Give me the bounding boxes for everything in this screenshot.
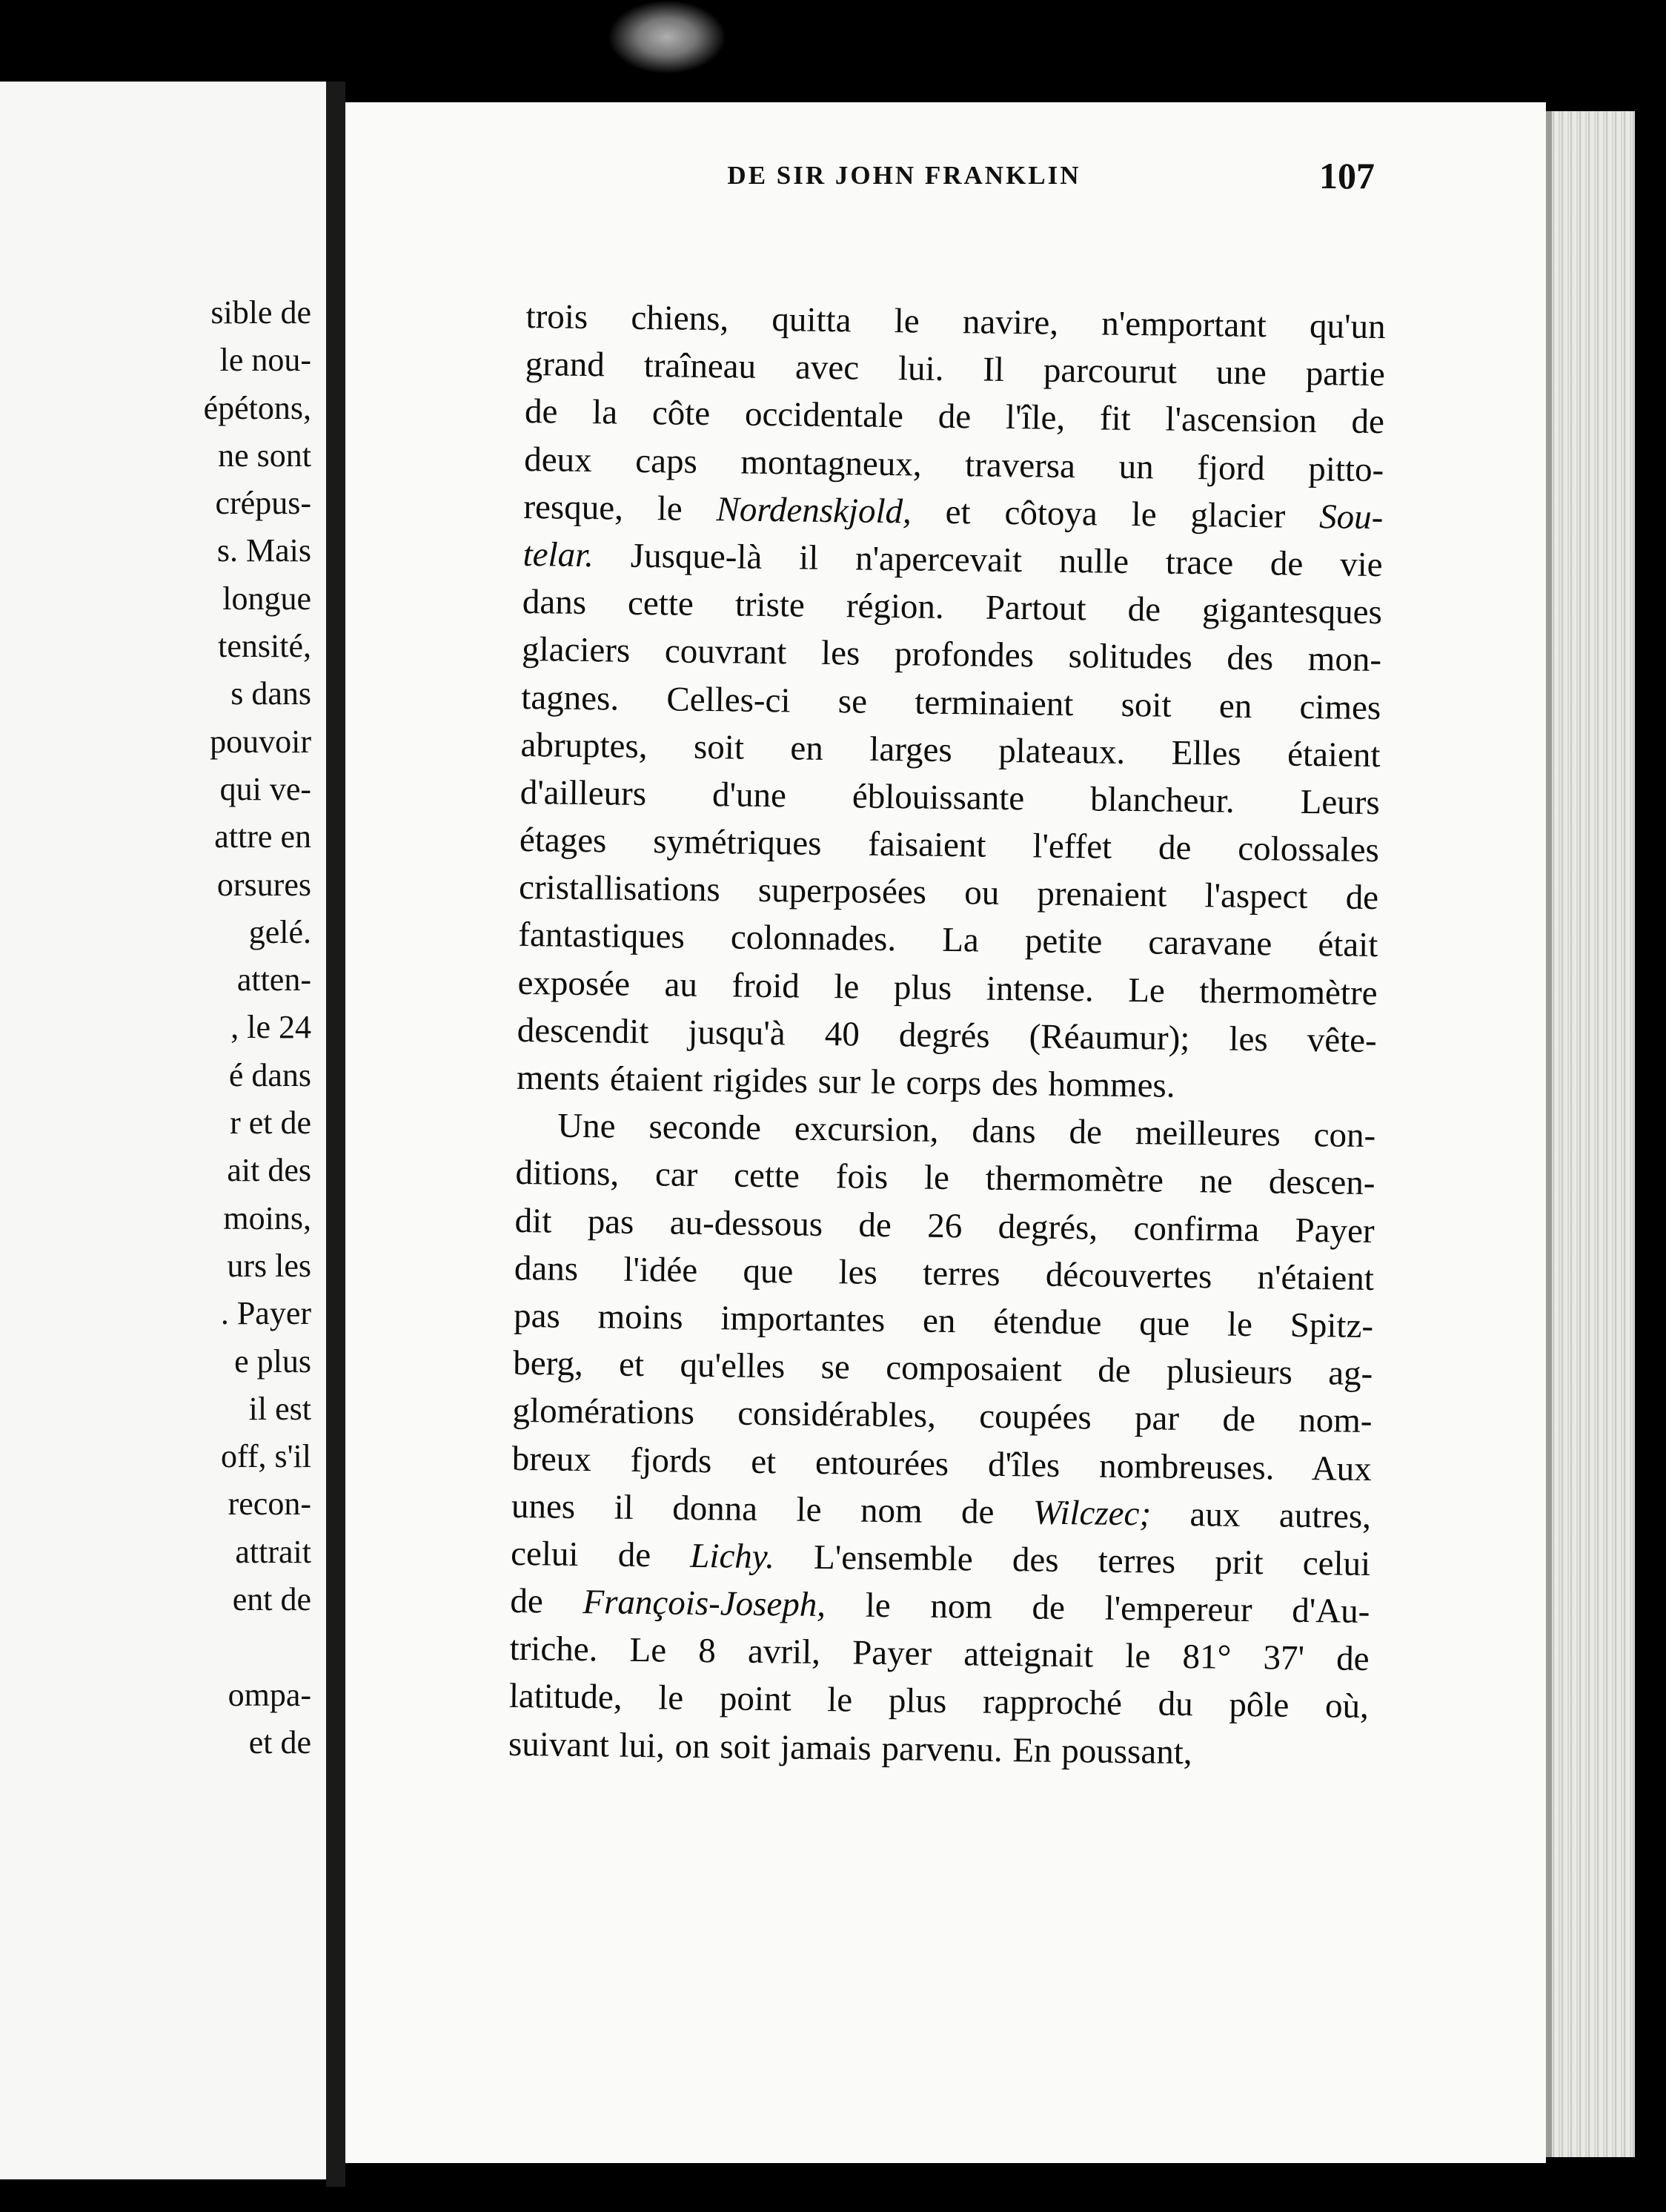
italic-text: Nordenskjold,	[716, 489, 912, 532]
previous-page-text	[0, 289, 311, 1766]
scan-stain	[608, 0, 726, 74]
text-segment: fantastiques colonnades. La petite caravane était	[518, 915, 1378, 965]
text-segment: ditions, car cette fois le thermomètre ne descen-	[515, 1153, 1375, 1203]
previous-page-line: moins,	[223, 1199, 311, 1236]
previous-page-line: , le 24	[230, 1009, 311, 1046]
text-segment: et côtoya le glacier	[911, 492, 1320, 536]
previous-page-line	[0, 1623, 311, 1671]
page-body-text	[508, 293, 1386, 1778]
previous-page-line: e plus	[234, 1342, 311, 1380]
text-segment: pas moins importantes en étendue que le Spitz-	[513, 1296, 1374, 1346]
running-head: DE SIR JOHN FRANKLIN	[727, 161, 1081, 190]
previous-page-line: le nou-	[219, 342, 311, 379]
text-segment: abruptes, soit en larges plateaux. Elles étaient	[520, 725, 1381, 775]
italic-text: François-Joseph,	[583, 1583, 826, 1625]
previous-page-line: attre en	[214, 818, 311, 855]
text-segment: aux autres,	[1150, 1494, 1372, 1536]
text-segment: triche. Le 8 avril, Payer atteignait le 81° 37' de	[509, 1629, 1370, 1679]
text-segment: exposée au froid le plus intense. Le thermomètre	[517, 963, 1378, 1013]
text-segment: dit pas au-dessous de 26 degrés, confirma Payer	[514, 1201, 1375, 1251]
text-segment: Jusque-là il n'apercevait nulle trace de vie	[593, 536, 1383, 585]
text-segment: berg, et qu'elles se composaient de plusieurs ag-	[513, 1344, 1373, 1394]
italic-text: Lichy.	[689, 1536, 775, 1577]
text-segment: dans l'idée que les terres découvertes n'étaient	[514, 1248, 1375, 1298]
page-edges	[1546, 111, 1635, 2157]
previous-page-line: gelé.	[248, 913, 311, 950]
text-segment: latitude, le point le plus rapproché du pôle où,	[508, 1677, 1370, 1726]
previous-page-line: ne sont	[218, 437, 311, 474]
previous-page-line: qui ve-	[219, 770, 311, 807]
previous-page-line: é dans	[228, 1056, 311, 1093]
previous-page-line: atten-	[236, 961, 311, 999]
previous-page-line: s. Mais	[216, 532, 311, 569]
text-segment: étages symétriques faisaient l'effet de colossales	[519, 821, 1380, 870]
text-segment: glaciers couvrant les profondes solitudes des mon-	[521, 630, 1382, 680]
text-segment: trois chiens, quitta le navire, n'emportant qu'un	[525, 297, 1386, 347]
previous-page-line: épétons,	[203, 389, 311, 426]
italic-text: telar.	[522, 534, 594, 575]
italic-text: Wilczec;	[1032, 1493, 1152, 1534]
previous-page-line: longue	[222, 580, 311, 617]
previous-page-line: et de	[248, 1723, 311, 1761]
text-segment: celui de	[510, 1534, 691, 1575]
previous-page-line: ompa-	[228, 1676, 311, 1713]
book-gutter	[326, 82, 345, 2187]
text-segment: Une seconde excursion, dans de meilleures con-	[557, 1106, 1376, 1156]
text-segment: unes il donna le nom de	[511, 1486, 1034, 1532]
text-segment: suivant lui, on soit jamais parvenu. En poussant,	[508, 1724, 1192, 1772]
previous-page-line: pouvoir	[210, 723, 311, 760]
previous-page-line: r et de	[230, 1105, 311, 1142]
previous-page-line: . Payer	[220, 1295, 311, 1332]
text-segment: cristallisations superposées ou prenaient l'aspect de	[518, 868, 1379, 918]
previous-page-line: sible de	[210, 294, 311, 331]
page-header	[434, 142, 1375, 209]
text-segment: descendit jusqu'à 40 degrés (Réaumur); les vête-	[517, 1010, 1378, 1060]
text-segment: tagnes. Celles-ci se terminaient soit en cimes	[521, 678, 1381, 727]
previous-page-line: attrait	[235, 1533, 311, 1570]
text-segment: breux fjords et entourées d'îles nombreuses. Aux	[511, 1439, 1373, 1489]
text-segment: deux caps montagneux, traversa un fjord pitto-	[523, 440, 1384, 489]
text-segment: resque, le	[523, 487, 717, 529]
text-segment: glomérations considérables, coupées par de nom-	[512, 1391, 1373, 1441]
text-segment: dans cette triste région. Partout de gigantesques	[522, 583, 1383, 632]
previous-page-line: il est	[248, 1390, 311, 1427]
text-segment: d'ailleurs d'une éblouissante blancheur. Leurs	[520, 772, 1380, 822]
page-number: 107	[1319, 155, 1375, 196]
text-segment: de	[510, 1581, 583, 1622]
previous-page-line: recon-	[228, 1486, 311, 1523]
previous-page-line: ent de	[232, 1581, 311, 1618]
text-segment: L'ensemble des terres prit celui	[774, 1537, 1371, 1583]
page-edge-shadow	[1546, 111, 1552, 2157]
text-segment: grand traîneau avec lui. Il parcourut une partie	[525, 345, 1386, 394]
previous-page-line: urs les	[227, 1247, 311, 1284]
text-segment: de la côte occidentale de l'île, fit l'ascension de	[524, 392, 1385, 442]
previous-page-line: off, s'il	[220, 1438, 311, 1475]
italic-text: Sou-	[1318, 497, 1384, 537]
text-segment: ments étaient rigides sur le corps des hommes.	[516, 1058, 1175, 1105]
previous-page-fragment	[0, 82, 326, 2179]
previous-page-line: s dans	[230, 675, 311, 712]
previous-page-line: tensité,	[218, 628, 311, 665]
previous-page-line: orsures	[216, 866, 311, 903]
text-segment: le nom de l'empereur d'Au-	[825, 1586, 1370, 1632]
previous-page-line: ait des	[227, 1152, 311, 1189]
previous-page-line: crépus-	[215, 485, 311, 522]
